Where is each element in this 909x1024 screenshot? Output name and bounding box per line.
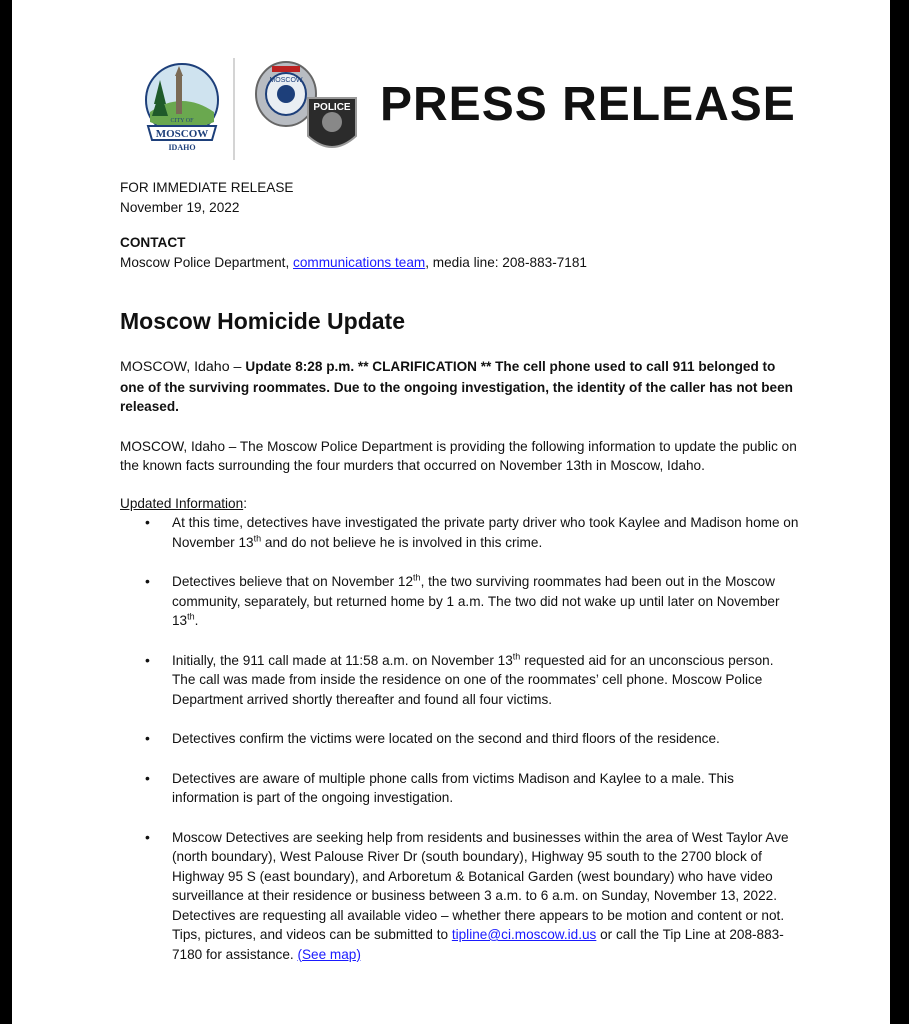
item-text: Detectives are aware of multiple phone calls from victims Madison and Kaylee to a male. This information is part of the ongoing investigation. <box>172 770 734 805</box>
release-meta <box>120 178 800 217</box>
contact-text-before: Moscow Police Department, <box>120 254 294 270</box>
contact-block <box>120 233 800 272</box>
city-of-moscow-seal-icon <box>142 60 222 155</box>
release-date: November 19, 2022 <box>120 199 240 215</box>
item-sup: th <box>413 572 421 583</box>
patch-text: POLICE <box>313 102 351 113</box>
police-patch-icon <box>308 98 356 147</box>
seal-top-text: CITY OF <box>170 118 194 124</box>
updated-information-heading <box>120 494 800 514</box>
item-sup: th <box>187 611 195 622</box>
item-text: Detectives believe that on November 12 <box>172 574 414 589</box>
document-page <box>12 0 890 1024</box>
item-sup: th <box>512 650 521 661</box>
lead-paragraph <box>120 357 800 417</box>
item-text: Initially, the 911 call made at 11:58 a.m. on November 13 <box>172 652 513 668</box>
list-item <box>120 651 800 710</box>
item-text: Detectives confirm the victims were located on the second and third floors of the residence. <box>172 731 720 746</box>
header-divider <box>233 58 235 160</box>
updated-information-list <box>120 513 800 964</box>
updated-information-colon: : <box>243 495 247 511</box>
contact-text-after: , media line: 208-883-7181 <box>425 254 587 270</box>
list-item <box>120 769 800 808</box>
seal-bottom-text: IDAHO <box>168 143 196 152</box>
item-sup: th <box>253 532 262 543</box>
press-release-title: PRESS RELEASE <box>380 78 796 131</box>
document-body <box>120 178 800 984</box>
item-text: At this time, detectives have investigated the private party driver who took Kaylee and Madison home on November 13 <box>172 515 799 550</box>
updated-information-title: Updated Information <box>120 495 244 511</box>
see-map-link[interactable]: (See map) <box>297 946 361 962</box>
lead-clarification: Update 8:28 p.m. ** CLARIFICATION ** The cell phone used to call 911 belonged to one of the surviving roommates. Due to the ongoing investigation, the identity of the caller has not been released. <box>120 359 793 414</box>
tipline-email-link[interactable]: tipline@ci.moscow.id.us <box>451 927 597 942</box>
contact-line <box>120 253 800 273</box>
intro-paragraph: MOSCOW, Idaho – The Moscow Police Department is providing the following information to update the public on the known facts surrounding the four murders that occurred on November 13th in Moscow, Idaho. <box>120 438 797 473</box>
contact-label: CONTACT <box>120 235 186 250</box>
item-text: requested aid for an unconscious person. The call was made from inside the residence on one of the roommates’ cell phone. Moscow Police Department arrived shortly thereafter and found all four victims. <box>172 652 774 707</box>
lead-dateline: MOSCOW, Idaho – <box>120 359 246 375</box>
release-status: FOR IMMEDIATE RELEASE <box>120 180 294 195</box>
seal-main-text: MOSCOW <box>155 128 209 140</box>
badge-text: MOSCOW <box>269 77 303 84</box>
item-text: and do not believe he is involved in this crime. <box>261 534 543 550</box>
list-item <box>120 513 800 552</box>
item-text: or call the Tip Line at 208-883-7180 for assistance. <box>172 927 784 962</box>
police-badges-icon <box>254 58 359 158</box>
press-release-header <box>132 55 796 165</box>
list-item <box>120 729 800 749</box>
communications-team-link[interactable]: communications team <box>293 254 426 270</box>
item-text: . <box>194 613 199 628</box>
item-text: Moscow Detectives are seeking help from residents and businesses within the area of West Taylor Ave (north boundary), West Palouse River Dr (south boundary), Highway 95 south to the 2700 block of Highway 95 S (east boundary), and Arboretum & Botanical Garden (west boundary) who have video surveillance at their residence or business between 3 a.m. to 6 a.m. on Sunday, November 13, 2022. Detectives are requesting all available video – whether there appears to be motion and content or not. Tips, pictures, and videos can be submitted to <box>172 829 789 942</box>
list-item <box>120 828 800 965</box>
list-item <box>120 572 800 631</box>
headline: Moscow Homicide Update <box>120 308 405 334</box>
item-text: , the two surviving roommates had been out in the Moscow community, separately, but returned home by 1 a.m. The two did not wake up until later on November 13 <box>172 574 780 628</box>
